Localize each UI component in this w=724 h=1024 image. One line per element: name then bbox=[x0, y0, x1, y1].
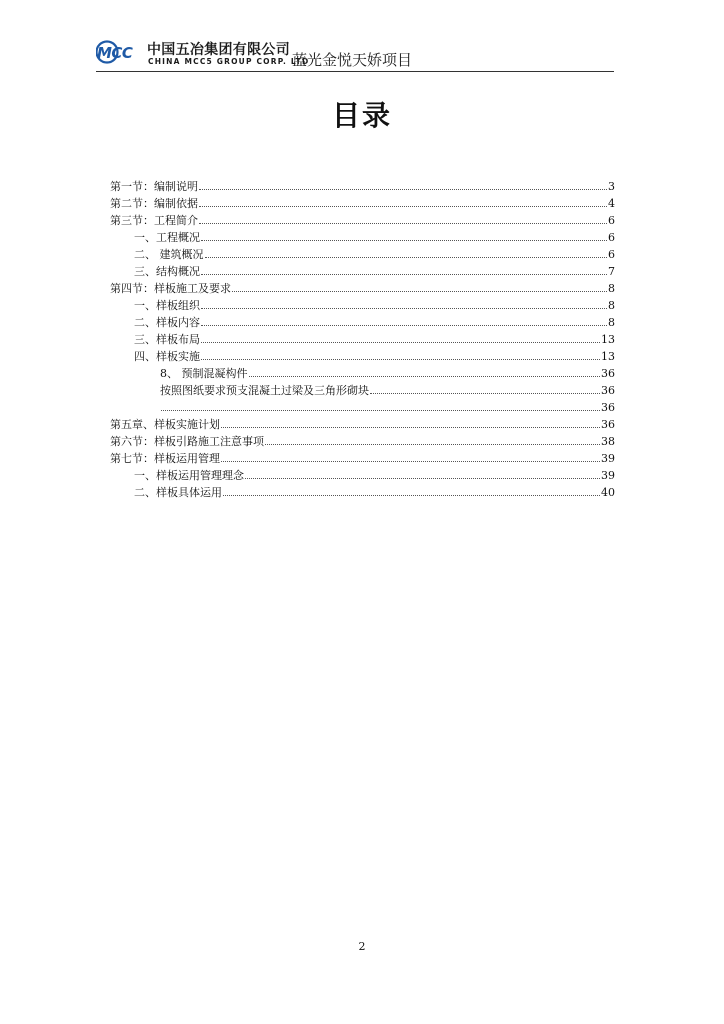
toc-entry-page: 38 bbox=[601, 435, 615, 448]
toc-leader-dots bbox=[199, 223, 607, 224]
toc-leader-dots bbox=[245, 478, 600, 479]
toc-entry[interactable] bbox=[110, 312, 615, 329]
toc-entry-text: 按照图纸要求预支混凝土过梁及三角形砌块 bbox=[160, 384, 369, 397]
toc-leader-dots bbox=[201, 342, 600, 343]
toc-entry[interactable] bbox=[110, 295, 615, 312]
toc-leader-dots bbox=[265, 444, 600, 445]
toc-entry-text: 三、结构概况 bbox=[134, 265, 200, 278]
project-name: 蓝光金悦天娇项目 bbox=[292, 51, 413, 69]
toc-leader-dots bbox=[205, 257, 608, 258]
table-of-contents bbox=[110, 176, 615, 499]
toc-entry-page: 36 bbox=[601, 384, 615, 397]
toc-entry-page: 36 bbox=[601, 418, 615, 431]
toc-entry-page: 8 bbox=[608, 282, 615, 295]
toc-entry-text: 第四节：样板施工及要求 bbox=[110, 282, 231, 295]
toc-leader-dots bbox=[199, 206, 607, 207]
toc-entry-page: 39 bbox=[601, 452, 615, 465]
toc-entry-text: 一、工程概况 bbox=[134, 231, 200, 244]
toc-entry-text: 二、样板具体运用 bbox=[134, 486, 222, 499]
toc-entry[interactable] bbox=[110, 363, 615, 380]
page-number: 2 bbox=[358, 940, 366, 953]
toc-entry[interactable] bbox=[110, 397, 615, 414]
toc-entry[interactable] bbox=[110, 193, 615, 210]
toc-leader-dots bbox=[221, 427, 600, 428]
toc-entry[interactable] bbox=[110, 465, 615, 482]
toc-leader-dots bbox=[223, 495, 600, 496]
toc-entry-page: 39 bbox=[601, 469, 615, 482]
toc-entry[interactable] bbox=[110, 329, 615, 346]
toc-leader-dots bbox=[161, 410, 600, 411]
toc-entry-page: 13 bbox=[601, 333, 615, 346]
toc-entry[interactable] bbox=[110, 380, 615, 397]
toc-leader-dots bbox=[249, 376, 601, 377]
toc-entry-text: 第二节：编制依据 bbox=[110, 197, 198, 210]
toc-leader-dots bbox=[201, 359, 600, 360]
toc-entry-page: 36 bbox=[601, 367, 615, 380]
page-title: 目录 bbox=[331, 99, 392, 132]
toc-entry-text: 一、样板组织 bbox=[134, 299, 200, 312]
toc-entry-page: 6 bbox=[608, 248, 615, 261]
toc-entry-text: 8、 预制混凝构件 bbox=[160, 367, 248, 380]
page-header bbox=[96, 36, 614, 72]
toc-entry[interactable] bbox=[110, 210, 615, 227]
toc-entry[interactable] bbox=[110, 482, 615, 499]
toc-entry[interactable] bbox=[110, 227, 615, 244]
toc-leader-dots bbox=[201, 308, 607, 309]
toc-entry-page: 4 bbox=[608, 197, 615, 210]
toc-entry-page: 7 bbox=[608, 265, 615, 278]
company-name-en: CHINA MCC5 GROUP CORP. LTD bbox=[148, 57, 310, 66]
toc-entry-page: 6 bbox=[608, 214, 615, 227]
toc-entry-page: 8 bbox=[608, 316, 615, 329]
toc-entry-text: 第三节：工程简介 bbox=[110, 214, 198, 227]
toc-entry-text: 三、样板布局 bbox=[134, 333, 200, 346]
toc-entry-text: 四、样板实施 bbox=[134, 350, 200, 363]
toc-leader-dots bbox=[201, 240, 607, 241]
toc-leader-dots bbox=[232, 291, 607, 292]
toc-leader-dots bbox=[199, 189, 607, 190]
mcc-logo-icon bbox=[96, 40, 142, 64]
toc-entry-text: 第五章、样板实施计划 bbox=[110, 418, 220, 431]
toc-entry-text: 一、样板运用管理理念 bbox=[134, 469, 244, 482]
toc-entry-text: 第一节：编制说明 bbox=[110, 180, 198, 193]
toc-entry-text: 第七节：样板运用管理 bbox=[110, 452, 220, 465]
toc-entry-page: 13 bbox=[601, 350, 615, 363]
toc-leader-dots bbox=[370, 393, 600, 394]
toc-leader-dots bbox=[201, 274, 607, 275]
toc-entry-page: 6 bbox=[608, 231, 615, 244]
company-name-cn: 中国五冶集团有限公司 bbox=[147, 42, 290, 58]
toc-entry-text: 二、样板内容 bbox=[134, 316, 200, 329]
toc-entry[interactable] bbox=[110, 278, 615, 295]
toc-entry[interactable] bbox=[110, 261, 615, 278]
toc-entry[interactable] bbox=[110, 431, 615, 448]
toc-entry[interactable] bbox=[110, 346, 615, 363]
toc-leader-dots bbox=[201, 325, 607, 326]
toc-entry-page: 3 bbox=[608, 180, 615, 193]
header-divider bbox=[96, 71, 614, 72]
toc-entry[interactable] bbox=[110, 244, 615, 261]
svg-text:MCC: MCC bbox=[97, 44, 133, 62]
toc-entry[interactable] bbox=[110, 414, 615, 431]
toc-leader-dots bbox=[221, 461, 600, 462]
toc-entry-page: 36 bbox=[601, 401, 615, 414]
toc-entry-text: 二、 建筑概况 bbox=[134, 248, 204, 261]
toc-entry-text: 第六节：样板引路施工注意事项 bbox=[110, 435, 264, 448]
toc-entry[interactable] bbox=[110, 176, 615, 193]
toc-entry-page: 40 bbox=[601, 486, 615, 499]
toc-entry[interactable] bbox=[110, 448, 615, 465]
toc-entry-page: 8 bbox=[608, 299, 615, 312]
